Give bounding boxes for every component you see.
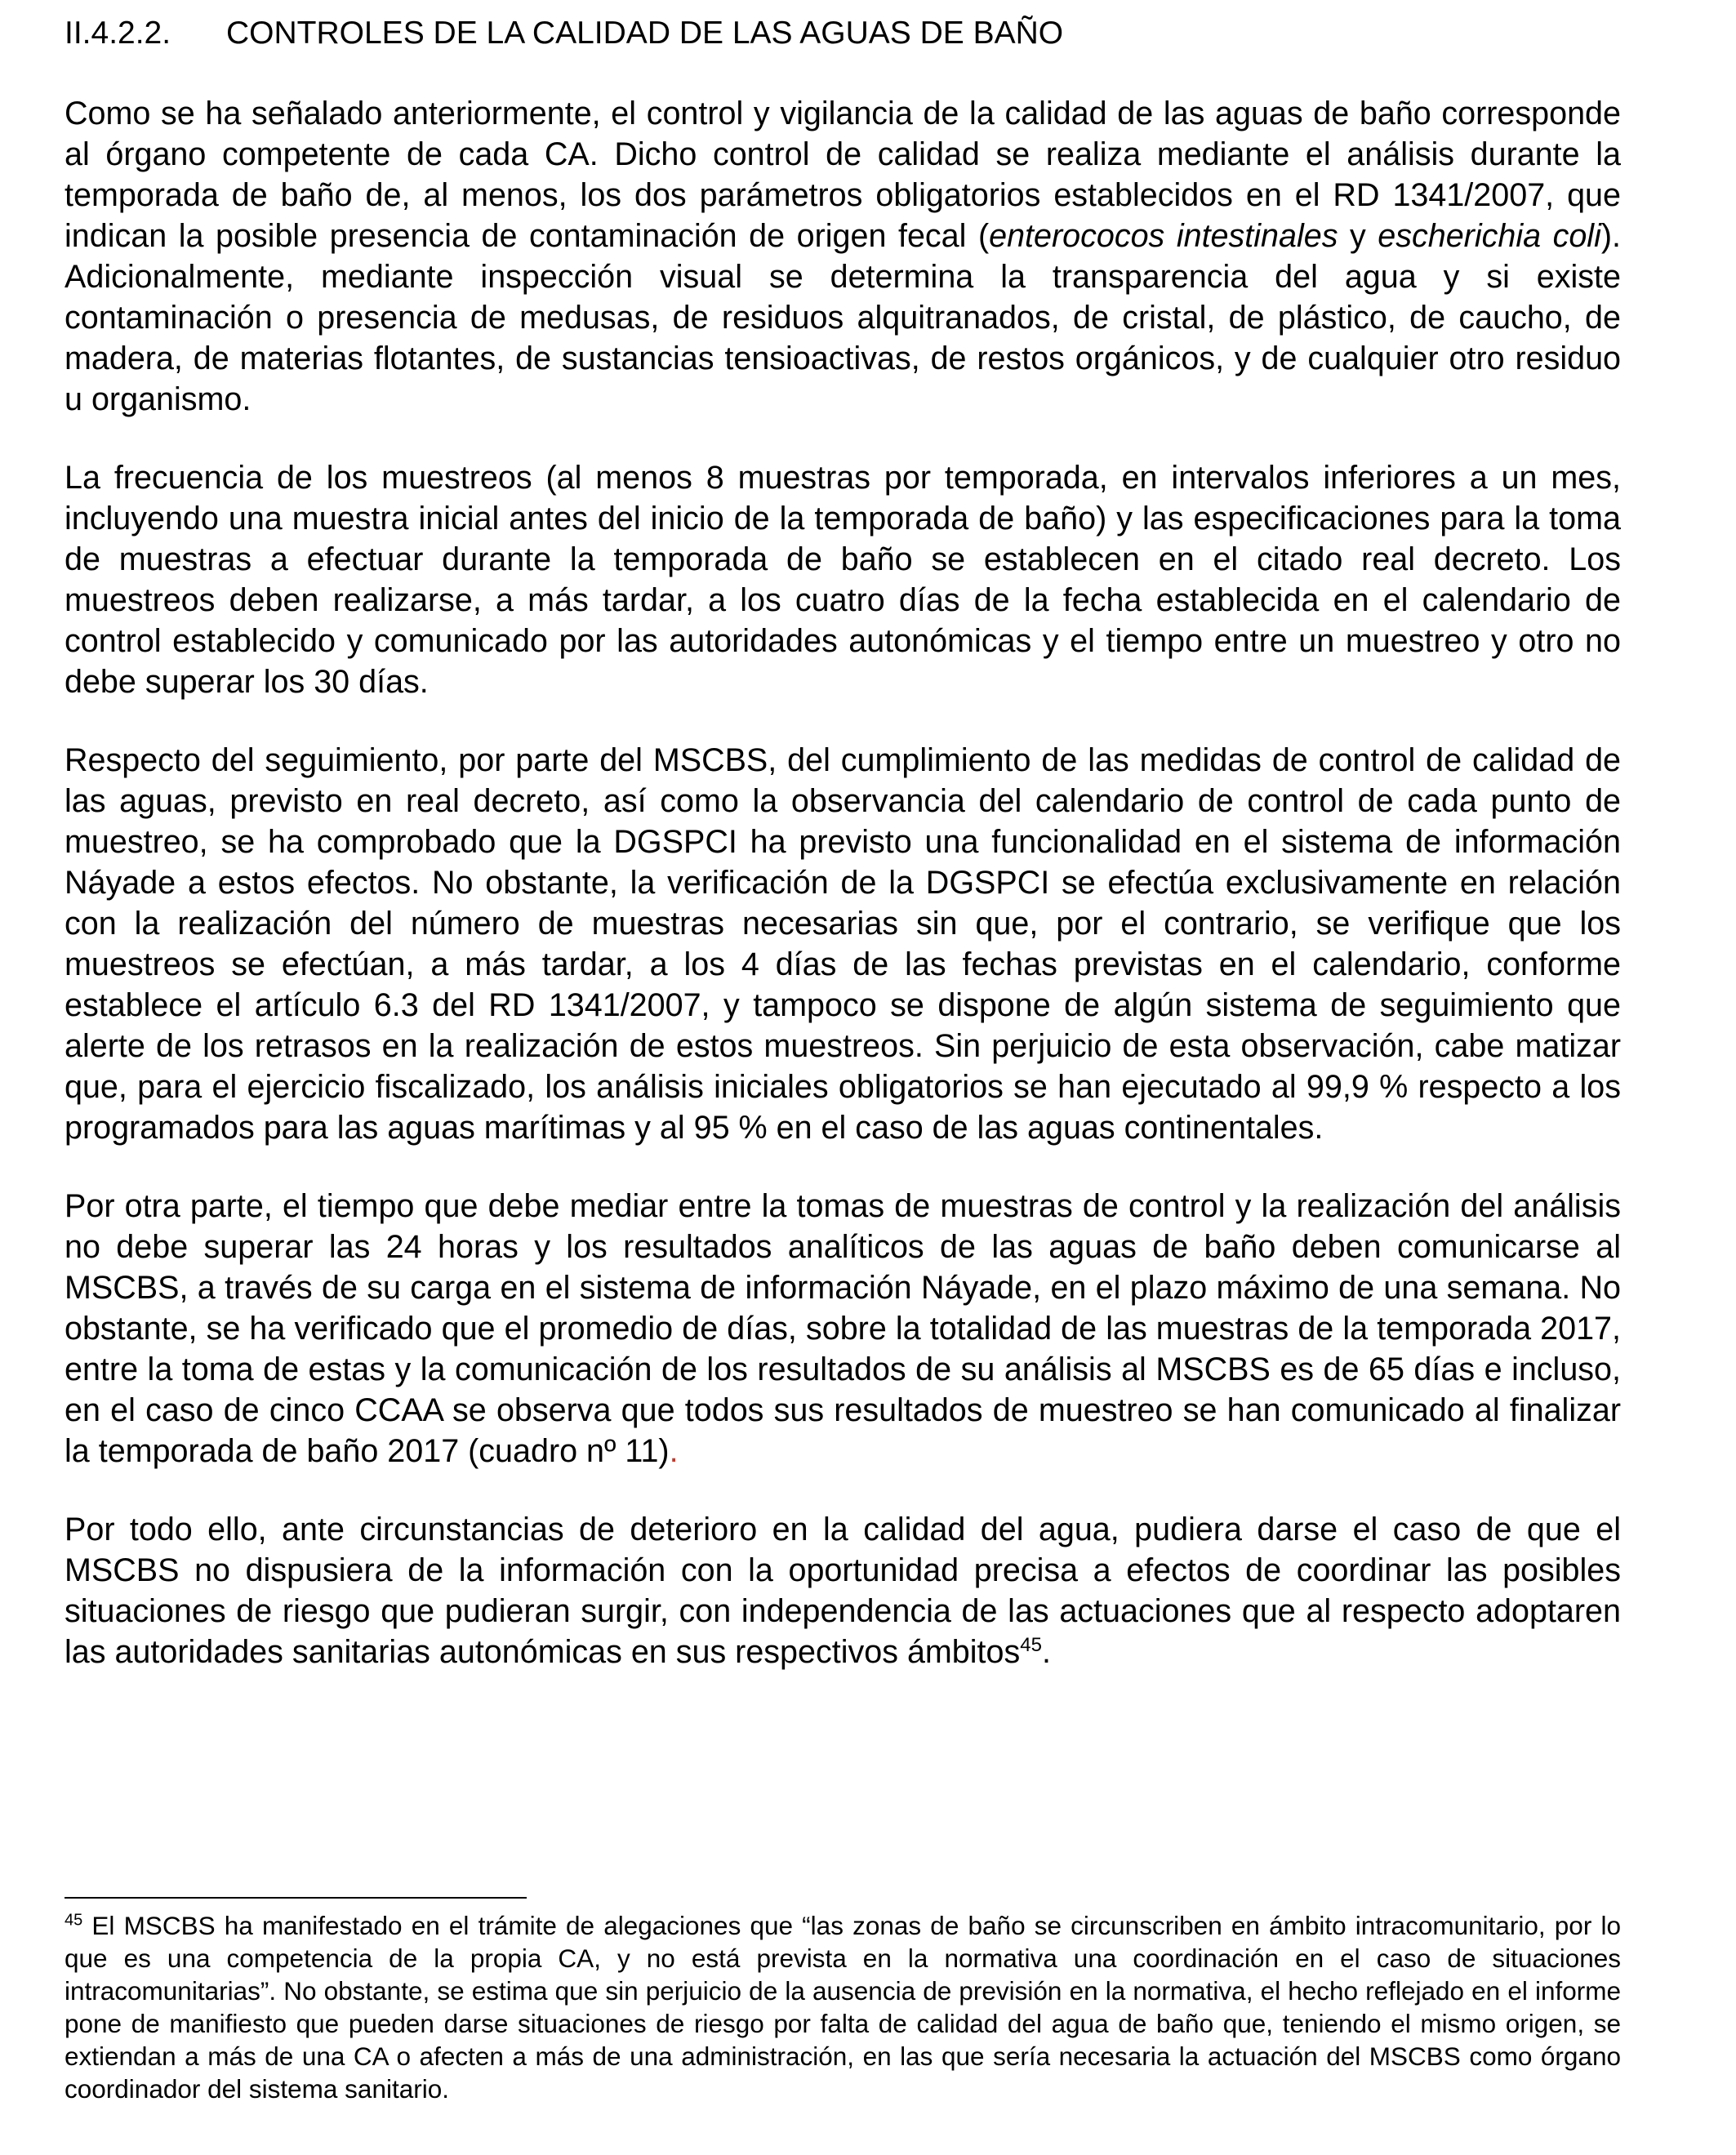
paragraph-2: La frecuencia de los muestreos (al menos 8 muestras por temporada, en intervalos inferiores a un mes, incluyendo una muestra inicial antes del inicio de la temporada de baño) y las especificaciones para la toma de muestras a efectuar durante la temporada de baño se establecen en el citado real decreto. Los muestreos deben realizarse, a más tardar, a los cuatro días de la fecha establecida en el calendario de control establecido y comunicado por las autoridades autonómicas y el tiempo entre un muestreo y otro no debe superar los 30 días. (65, 460, 1621, 700)
footnote-separator (65, 1897, 527, 1899)
paragraph-4-text: Por otra parte, el tiempo que debe mediar entre la tomas de muestras de control y la realización del análisis no debe superar las 24 horas y los resultados analíticos de las aguas de baño deben comunicarse al MSCBS, a través de su carga en el sistema de información Náyade, en el plazo máximo de una semana. No obstante, se ha verificado que el promedio de días, sobre la totalidad de las muestras de la temporada 2017, entre la toma de estas y la comunicación de los resultados de su análisis al MSCBS es de 65 días e incluso, en el caso de cinco CCAA se observa que todos sus resultados de muestreo se han comunicado al finalizar la temporada de baño 2017 (cuadro nº 11) (65, 1188, 1621, 1469)
paragraph-1-text-c: ). Adicionalmente, mediante inspección visual se determina la transparencia del agua y si existe contaminación o presencia de medusas, de residuos alquitranados, de cristal, de plástico, de caucho, de madera, de materias flotantes, de sustancias tensioactivas, de restos orgánicos, y de cualquier otro residuo u organismo. (65, 218, 1622, 417)
paragraph-4-period: . (669, 1433, 679, 1469)
paragraph-3: Respecto del seguimiento, por parte del MSCBS, del cumplimiento de las medidas de control de calidad de las aguas, previsto en real decreto, así como la observancia del calendario de control de cada punto de muestreo, se ha comprobado que la DGSPCI ha previsto una funcionalidad en el sistema de información Náyade a estos efectos. No obstante, la verificación de la DGSPCI se efectúa exclusivamente en relación con la realización del número de muestras necesarias sin que, por el contrario, se verifique que los muestreos se efectúan, a más tardar, a los 4 días de las fechas previstas en el calendario, conforme establece el artículo 6.3 del RD 1341/2007, y tampoco se dispone de algún sistema de seguimiento que alerte de los retrasos en la realización de estos muestreos. Sin perjuicio de esta observación, cabe matizar que, para el ejercicio fiscalizado, los análisis iniciales obligatorios se han ejecutado al 99,9 % respecto a los programados para las aguas marítimas y al 95 % en el caso de las aguas continentales. (65, 742, 1621, 1146)
paragraph-5 (65, 1509, 1621, 1672)
footnote-reference[interactable]: 45 (1020, 1633, 1042, 1656)
section-number: II.4.2.2. (65, 16, 171, 51)
paragraph-5-text: Por todo ello, ante circunstancias de deterioro en la calidad del agua, pudiera darse el caso de que el MSCBS no dispusiera de la información con la oportunidad precisa a efectos de coordinar las posibles situaciones de riesgo que pudieran surgir, con independencia de las actuaciones que al respecto adoptaren las autoridades sanitarias autonómicas en sus respectivos ámbitos (65, 1512, 1621, 1670)
paragraph-1-italic-1: enterococos intestinales (989, 218, 1338, 254)
paragraph-1-italic-2: escherichia coli (1378, 218, 1601, 254)
paragraph-5-end: . (1041, 1634, 1051, 1670)
paragraph-1-text-b: y (1338, 218, 1378, 254)
footnote-number: 45 (65, 1911, 83, 1930)
footnote-text: El MSCBS ha manifestado en el trámite de alegaciones que “las zonas de baño se circunscriben en ámbito intracomunitario, por lo que es una competencia de la propia CA, y no está prevista en la normativa una coordinación en el caso de situaciones intracomunitarias”. No obstante, se estima que sin perjuicio de la ausencia de previsión en la normativa, el hecho reflejado en el informe pone de manifiesto que pueden darse situaciones de riesgo por falta de calidad del agua de baño que, teniendo el mismo origen, se extiendan a más de una CA o afecten a más de una administración, en las que sería necesaria la actuación del MSCBS como órgano coordinador del sistema sanitario. (65, 1911, 1621, 2104)
paragraph-1 (65, 93, 1621, 420)
document-page (65, 13, 1621, 1710)
section-title: CONTROLES DE LA CALIDAD DE LAS AGUAS DE BAÑO (226, 16, 1064, 51)
section-heading (65, 13, 1621, 54)
paragraph-1-text-a: Como se ha señalado anteriormente, el control y vigilancia de la calidad de las aguas de baño corresponde al órgano competente de cada CA. Dicho control de calidad se realiza mediante el análisis durante la temporada de baño de, al menos, los dos parámetros obligatorios establecidos en el RD 1341/2007, que indican la posible presencia de contaminación de origen fecal ( (65, 96, 1621, 254)
paragraph-4 (65, 1186, 1621, 1472)
footnote (65, 1909, 1621, 2105)
